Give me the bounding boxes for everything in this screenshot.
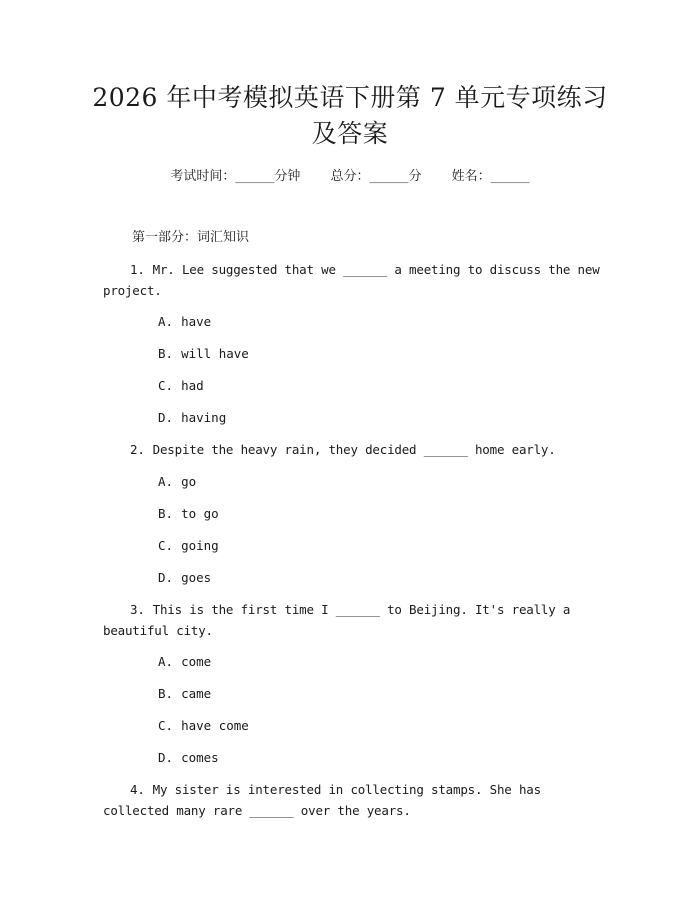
question-text: My sister is interested in collecting stamps. She has collected many rare ______ over the years.: [103, 782, 541, 818]
option-text: have come: [181, 718, 249, 733]
option-text: going: [181, 538, 219, 553]
total-score: 总分：______分: [330, 169, 422, 184]
question-1: [103, 259, 603, 301]
option-text: to go: [181, 506, 219, 521]
option-label: B.: [158, 346, 174, 361]
option-label: C.: [158, 538, 174, 553]
question-2-option-b: [158, 505, 219, 523]
question-1-option-b: [158, 345, 249, 363]
option-label: A.: [158, 474, 174, 489]
question-3-option-a: [158, 653, 211, 671]
option-text: goes: [181, 570, 212, 585]
option-text: having: [181, 410, 227, 425]
question-1-option-d: [158, 409, 226, 427]
exam-meta: [0, 168, 700, 186]
question-text: This is the first time I ______ to Beijing. It's really a beautiful city.: [103, 602, 571, 638]
option-label: A.: [158, 314, 174, 329]
exam-time: 考试时间：______分钟: [170, 169, 301, 184]
option-text: have: [181, 314, 212, 329]
question-3-option-d: [158, 749, 219, 767]
option-label: D.: [158, 750, 174, 765]
page-title: [60, 80, 640, 152]
question-2: [103, 439, 603, 460]
option-text: will have: [181, 346, 249, 361]
option-label: A.: [158, 654, 174, 669]
question-number: 4.: [130, 782, 145, 797]
question-text: Mr. Lee suggested that we ______ a meeting to discuss the new project.: [103, 262, 600, 298]
title-line-1: 2026 年中考模拟英语下册第 7 单元专项练习: [92, 83, 608, 112]
question-1-option-c: [158, 377, 204, 395]
option-label: B.: [158, 686, 174, 701]
option-text: comes: [181, 750, 219, 765]
option-text: come: [181, 654, 212, 669]
question-2-option-c: [158, 537, 219, 555]
student-name: 姓名：______: [451, 169, 530, 184]
question-text: Despite the heavy rain, they decided ______ home early.: [152, 442, 556, 457]
question-2-option-a: [158, 473, 196, 491]
option-label: D.: [158, 570, 174, 585]
section-heading: 第一部分：词汇知识: [132, 230, 250, 245]
question-3: [103, 599, 603, 641]
question-2-option-d: [158, 569, 211, 587]
question-number: 3.: [130, 602, 145, 617]
option-label: C.: [158, 718, 174, 733]
title-line-2: 及答案: [311, 119, 389, 148]
question-1-option-a: [158, 313, 211, 331]
option-label: C.: [158, 378, 174, 393]
question-4: [103, 779, 603, 821]
question-3-option-b: [158, 685, 211, 703]
option-text: came: [181, 686, 212, 701]
question-number: 1.: [130, 262, 145, 277]
question-3-option-c: [158, 717, 249, 735]
option-text: go: [181, 474, 197, 489]
option-label: D.: [158, 410, 174, 425]
option-text: had: [181, 378, 204, 393]
question-number: 2.: [130, 442, 145, 457]
option-label: B.: [158, 506, 174, 521]
